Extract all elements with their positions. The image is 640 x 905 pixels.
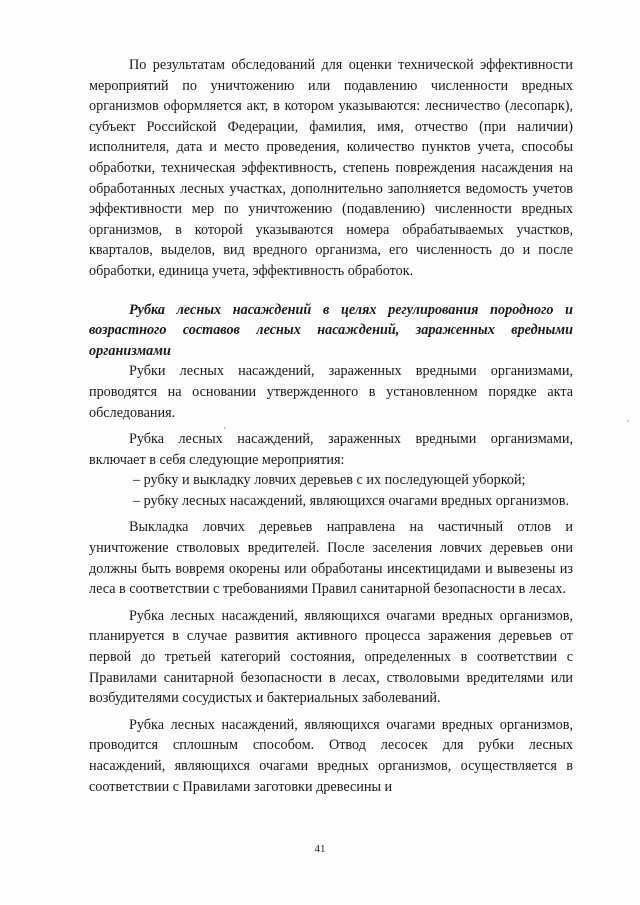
paragraph-trap-trees: Выкладка ловчих деревьев направлена на частичный отлов и уничтожение стволовых вредителей. После заселения ловчих деревьев они должны быть вовремя окорены или обработаны инсектицидами и вывезены из леса в соответствии с требованиями Правил санитарной безопасности в лесах. [89,519,573,598]
scan-speck [627,420,629,422]
paragraph-basis: Рубки лесных насаждений, зараженных вредными организмами, проводятся на основании утвержденного в установленном порядке акта обследования. [89,363,573,421]
paragraph-assessment-act: По результатам обследований для оценки технической эффективности мероприятий по уничтожению или подавлению численности вредных организмов оформляется акт, в котором указываются: лесничество (лесопарк), субъект Российской Федерации, фамилия, имя, отчество (при наличии) исполнителя, дата и место проведения, количество пунктов учета, способы обработки, техническая эффективность, степень повреждения насаждения на обработанных лесных участках, дополнительно заполняется ведомость учетов эффективности мер по уничтожению (подавлению) численности вредных организмов, в которой указываются номера обрабатываемых участков, кварталов, выделов, вид вредного организма, его численность до и после обработки, единица учета, эффективность обработок. [89,57,573,279]
scan-speck [224,427,226,429]
section-heading: Рубка лесных насаждений в целях регулирования породного и возрастного составов лесных насаждений, зараженных вредными организмами [89,301,573,359]
paragraph-measures-intro: Рубка лесных насаждений, зараженных вредными организмами, включает в себя следующие мероприятия: [89,431,573,468]
list-item-trap-trees: – рубку и выкладку ловчих деревьев с их последующей уборкой; [133,472,526,489]
page-number: 41 [314,843,326,855]
paragraph-planning: Рубка лесных насаждений, являющихся очагами вредных организмов, планируется в случае развития активного процесса заражения деревьев от первой до третьей категорий состояния, определенных в соответствии с Правилами санитарной безопасности в лесах, стволовыми вредителями или возбудителями сосудистых и бактериальных заболеваний. [89,607,573,707]
paragraph-clear-cutting: Рубка лесных насаждений, являющихся очагами вредных организмов, проводится сплошным способом. Отвод лесосек для рубки лесных насаждений, являющихся очагами вредных организмов, осуществляется в соответствии с Правилами заготовки древесины и [89,716,573,795]
list-item-outbreak-felling: – рубку лесных насаждений, являющихся очагами вредных организмов. [133,492,569,509]
page-body [89,55,573,797]
